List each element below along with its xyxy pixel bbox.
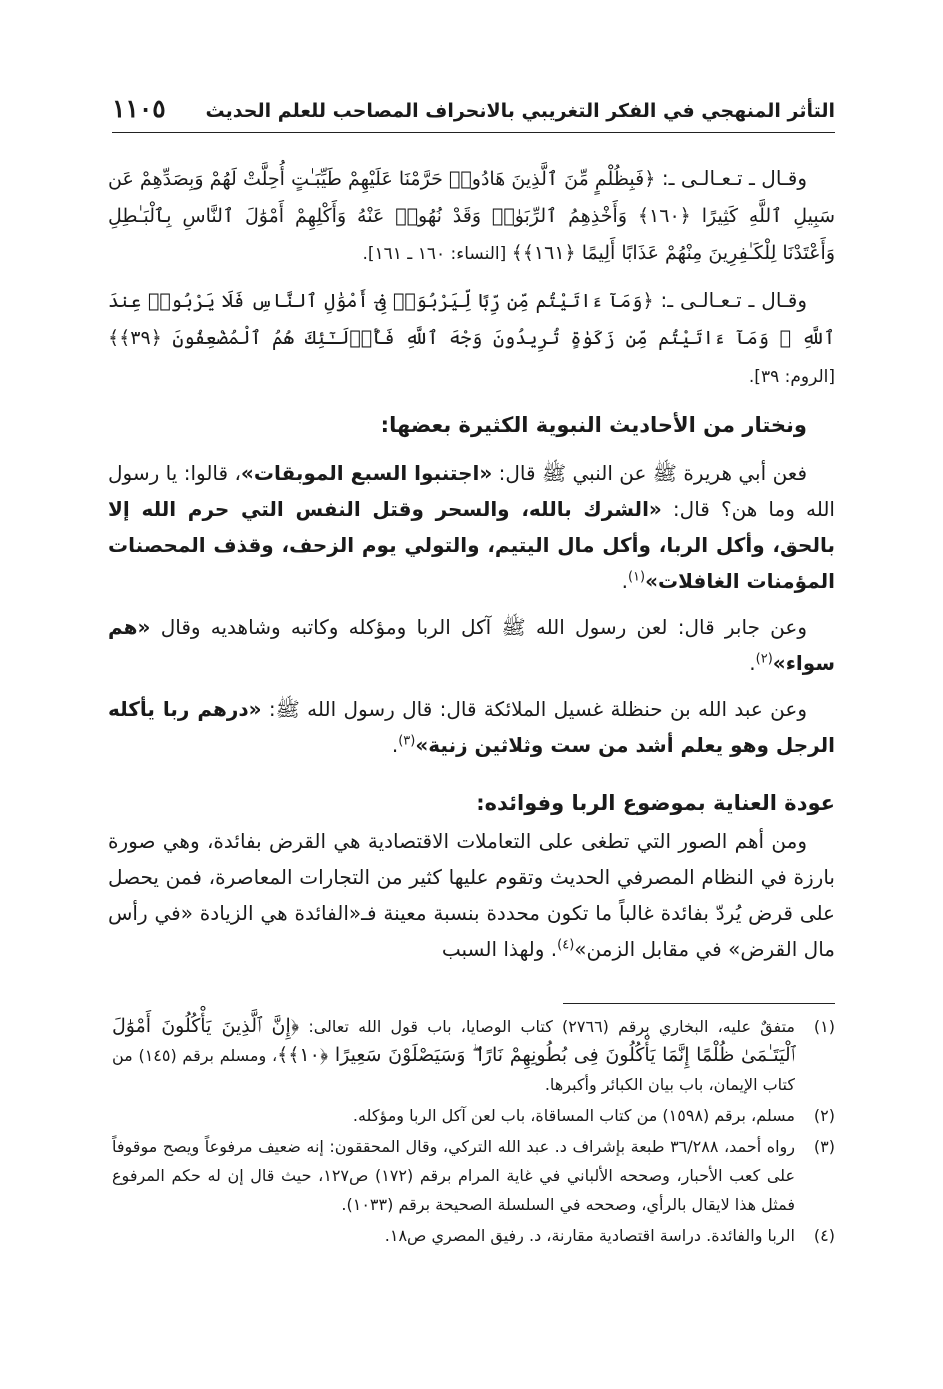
section-heading-riba: عودة العناية بموضوع الربا وفوائده: xyxy=(476,791,835,815)
text-run: وعن جابر قال: لعن رسول الله ﷺ آكل الربا ومؤكله وكاتبه وشاهديه وقال xyxy=(150,615,807,639)
verse-reference: [النساء: ١٦٠ ـ ١٦١]. xyxy=(362,244,512,264)
running-title: التأثر المنهجي في الفكر التغريبي بالانحراف المصاحب للعلم الحديث xyxy=(205,100,835,122)
footnote-number: (٤) xyxy=(813,1226,835,1245)
footnote-text xyxy=(112,1012,795,1099)
footnote xyxy=(112,1132,835,1219)
text-run: . ولهذا السبب xyxy=(441,937,558,961)
footnote-marker[interactable]: (٢) xyxy=(755,651,773,667)
page-number: ١١٠٥ xyxy=(112,94,166,123)
text-run: ، ومسلم برقم (١٤٥) من كتاب الإيمان، باب بيان الكبائر وأكبرها. xyxy=(112,1046,795,1094)
text-run: متفقٌ عليه، البخاري برقم (٢٧٦٦) كتاب الوصايا، باب قول الله تعالى: xyxy=(299,1017,796,1036)
footnote-number: (٣) xyxy=(813,1137,835,1156)
hadith-quote: «هم سواء» xyxy=(108,615,835,675)
paragraph-lead: وقـال ـ تـعـالـى ـ: xyxy=(653,288,807,312)
hadith-quote: «الشرك بالله، والسحر وقتل النفس التي حرم الله إلا بالحق، وأكل الربا، وأكل مال اليتيم، والتولي يوم الزحف، وقذف المحصنات المؤمنات الغافلات» xyxy=(108,497,835,593)
footnote-marker[interactable]: (٤) xyxy=(557,937,575,953)
hadith-quote: «درهم ربا يأكله الرجل وهو يعلم أشد من ست وثلاثين زنية» xyxy=(108,697,835,757)
text-run: . xyxy=(391,733,399,757)
page-header xyxy=(112,92,835,133)
paragraph-hadith-jabir xyxy=(108,609,835,681)
paragraph-quran-rum xyxy=(108,282,835,395)
paragraph-hadith-abdullah xyxy=(108,691,835,763)
text-run: . xyxy=(621,569,628,593)
footnotes xyxy=(112,1012,835,1252)
footnote-text: مسلم، برقم (١٥٩٨) من كتاب المساقاة، باب لعن آكل الربا ومؤكله. xyxy=(352,1106,795,1125)
verse-reference: [الروم: ٣٩]. xyxy=(748,367,835,387)
paragraph-quran-nisa xyxy=(108,160,835,272)
text-run: وعن عبد الله بن حنظلة غسيل الملائكة قال: قال رسول الله ﷺ: xyxy=(261,697,807,721)
footnote-text: الربا والفائدة. دراسة اقتصادية مقارنة، د. رفيق المصري ص١٨. xyxy=(384,1226,795,1245)
text-run: ، قالوا: يا رسول الله وما هن؟ قال: xyxy=(108,461,835,521)
paragraph-interest-loans xyxy=(108,823,835,967)
footnote-marker[interactable]: (٣) xyxy=(398,733,416,749)
footnote-number: (٢) xyxy=(813,1106,835,1125)
footnote-number: (١) xyxy=(813,1017,835,1036)
quran-verse: ﴿إِنَّ ٱلَّذِينَ يَأْكُلُونَ أَمْوَٰلَ ٱلْيَتَـٰمَىٰ ظُلْمًا إِنَّمَا يَأْكُلُونَ فِى بُطُونِهِمْ نَارًا ۖ وَسَيَصْلَوْنَ سَعِيرًا ﴿١٠﴾﴾ xyxy=(112,1015,796,1066)
section-heading-hadiths: ونختار من الأحاديث النبوية الكثيرة بعضها: xyxy=(380,413,807,437)
hadith-quote: «اجتنبوا السبع الموبقات» xyxy=(240,461,493,485)
footnote xyxy=(112,1221,835,1250)
quran-verse: ﴿وَمَآ ءَاتَيْتُم مِّن رِّبًا لِّيَرْبُوَا۟ فِىٓ أَمْوَٰلِ ٱلنَّاسِ فَلَا يَرْبُوا۟ عِندَ ٱللَّهِ ۖ وَمَآ ءَاتَيْتُم مِّن زَكَوٰةٍ تُرِيدُونَ وَجْهَ ٱللَّهِ فَأُو۟لَـٰٓئِكَ هُمُ ٱلْمُضْعِفُونَ ﴿٣٩﴾﴾ xyxy=(108,290,835,349)
text-run: . xyxy=(749,651,756,675)
text-run: فعن أبي هريرة ﷺ عن النبي ﷺ قال: xyxy=(492,461,807,485)
footnote-marker[interactable]: (١) xyxy=(627,569,646,585)
text-run: ومن أهم الصور التي تطغى على التعاملات الاقتصادية هي القرض بفائدة، وهي صورة بارزة في النظام المصرفي الحديث وتقوم عليها كثير من التجارات المعاصرة، فمن يحصل على قرض يُردّ بفائدة غالباً ما تكون محددة بنسبة معينة فـ«الفائدة هي الزيادة «في رأس مال القرض» في مقابل الزمن» xyxy=(108,829,835,961)
main-text xyxy=(108,160,835,967)
quran-verse: ﴿فَبِظُلْمٍ مِّنَ ٱلَّذِينَ هَادُوا۟ حَرَّمْنَا عَلَيْهِمْ طَيِّبَـٰتٍ أُحِلَّتْ لَهُمْ وَبِصَدِّهِمْ عَن سَبِيلِ ٱللَّهِ كَثِيرًا ﴿١٦٠﴾ وَأَخْذِهِمُ ٱلرِّبَوٰا۟ وَقَدْ نُهُوا۟ عَنْهُ وَأَكْلِهِمْ أَمْوَٰلَ ٱلنَّاسِ بِٱلْبَـٰطِلِ وَأَعْتَدْنَا لِلْكَـٰفِرِينَ مِنْهُمْ عَذَابًا أَلِيمًا ﴿١٦١﴾﴾ xyxy=(108,168,835,264)
paragraph-hadith-abu-hurayra xyxy=(108,455,835,599)
footnote-text: رواه أحمد، ٣٦/٢٨٨ طبعة بإشراف د. عبد الله التركي، وقال المحققون: إنه ضعيف مرفوعاً ويصح موقوفاً على كعب الأحبار، وصححه الألباني في غاية المرام برقم (١٧٢) ص١٢٧، حيث قال إن له حكم المرفوع فمثل هذا لايقال بالرأي، وصححه في السلسلة الصحيحة برقم (١٠٣٣). xyxy=(112,1137,795,1214)
paragraph-lead: وقـال ـ تـعـالـى ـ: xyxy=(655,166,807,190)
footnote-divider xyxy=(563,1003,835,1004)
footnote xyxy=(112,1101,835,1130)
footnote xyxy=(112,1012,835,1099)
